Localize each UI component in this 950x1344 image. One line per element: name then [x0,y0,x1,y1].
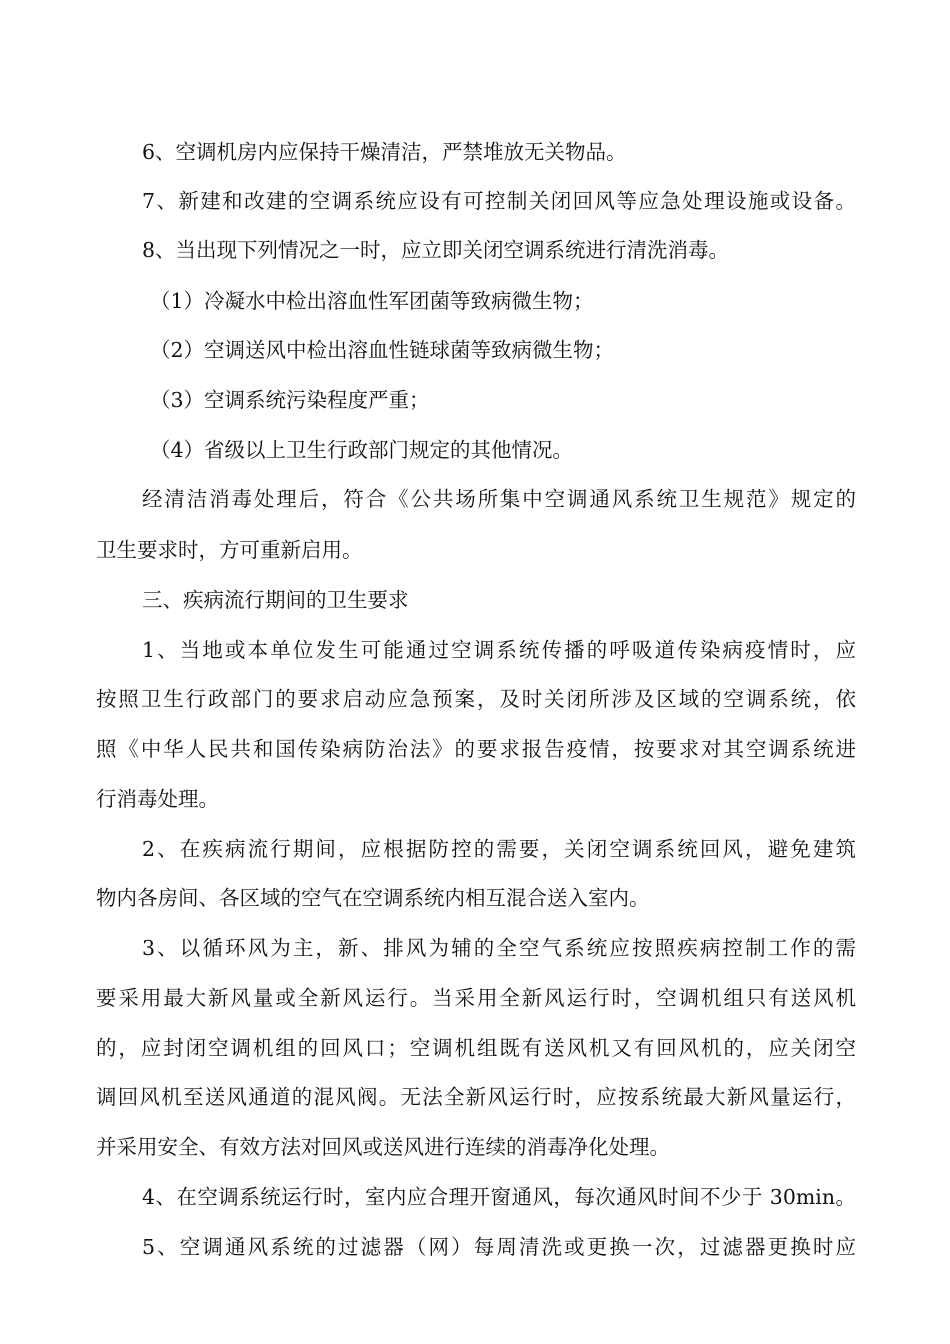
paragraph-text-line: 要采用最大新风量或全新风运行。当采用全新风运行时，空调机组只有送风机 [96,986,856,1010]
paragraph-item-6: 6、空调机房内应保持干燥清洁，严禁堆放无关物品。 [142,140,627,164]
paragraph-text-line: 经清洁消毒处理后，符合《公共场所集中空调通风系统卫生规范》规定的 [142,487,856,511]
sub-item-1: （1）冷凝水中检出溶血性军团菌等致病微生物； [150,289,594,313]
sub-item-4: （4）省级以上卫生行政部门规定的其他情况。 [150,438,574,462]
paragraph-text-line: 卫生要求时，方可重新启用。 [96,538,363,562]
paragraph-text-line: 行消毒处理。 [96,787,219,811]
section-heading: 三、疾病流行期间的卫生要求 [142,588,409,612]
paragraph-text-line: 3、以循环风为主，新、排风为辅的全空气系统应按照疾病控制工作的需 [142,936,856,960]
paragraph-text-line: 5、空调通风系统的过滤器（网）每周清洗或更换一次，过滤器更换时应 [142,1235,856,1259]
sub-item-3: （3）空调系统污染程度严重； [150,388,430,412]
paragraph-text-line: 的，应封闭空调机组的回风口；空调机组既有送风机又有回风机的，应关闭空 [96,1036,856,1060]
paragraph-text-line: 1、当地或本单位发生可能通过空调系统传播的呼吸道传染病疫情时，应 [142,638,856,662]
paragraph-item-8: 8、当出现下列情况之一时，应立即关闭空调系统进行清洗消毒。 [142,238,730,262]
paragraph-text-line: 调回风机至送风通道的混风阀。无法全新风运行时，应按系统最大新风量运行， [96,1085,856,1109]
paragraph-text-line: 并采用安全、有效方法对回风或送风进行连续的消毒净化处理。 [96,1135,670,1159]
paragraph-text-line: 2、在疾病流行期间，应根据防控的需要，关闭空调系统回风，避免建筑 [142,837,856,861]
paragraph-text-line: 物内各房间、各区域的空气在空调系统内相互混合送入室内。 [96,886,650,910]
paragraph-text-line: 4、在空调系统运行时，室内应合理开窗通风，每次通风时间不少于 30min。 [142,1185,856,1209]
paragraph-item-7: 7、新建和改建的空调系统应设有可控制关闭回风等应急处理设施或设备。 [142,189,856,213]
paragraph-text-line: 按照卫生行政部门的要求启动应急预案，及时关闭所涉及区域的空调系统，依 [96,687,856,711]
paragraph-text-line: 照《中华人民共和国传染病防治法》的要求报告疫情，按要求对其空调系统进 [96,737,856,761]
sub-item-2: （2）空调送风中检出溶血性链球菌等致病微生物； [150,338,615,362]
